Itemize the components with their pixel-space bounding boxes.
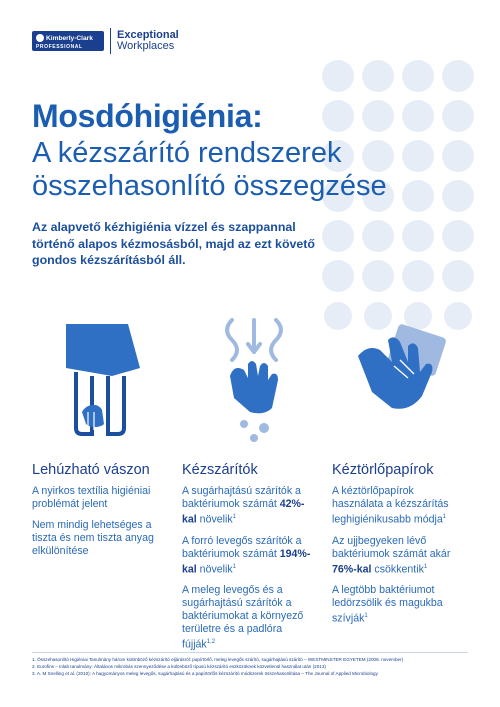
- column-item: [332, 485, 467, 527]
- kimberly-clark-logo: [32, 29, 104, 53]
- footnote-ref: 1,2: [206, 639, 216, 646]
- footnote: 3. A. M Snelling et al. (2010): A hagyományos meleg levegős, sugárhajtású és a papírtörlős kézszárító módszerek összehasonlítása – The Journal of Applied Microbiology: [32, 671, 378, 676]
- footnote: 2. Eurofins – Inlab tanulmány: Általános mikrobás szennyeződése a különböző típusú kézszárító eszközöknek közvetlenül használat után (2013): [32, 664, 326, 669]
- column-heading: Kéztörlőpapírok: [332, 462, 434, 478]
- tagline-line1: Exceptional: [117, 29, 179, 41]
- brand-name: Kimberly-Clark: [46, 35, 93, 42]
- tagline: [117, 30, 179, 52]
- item-highlight: 194%-kal: [182, 547, 311, 576]
- item-text: A meleg levegős és a sugárhajtású szárítók a baktériumokat a környező területre és a padlóra fújják: [182, 584, 304, 651]
- column-heading: Kézszárítók: [182, 462, 258, 478]
- towel-roll-dispenser-icon: [52, 316, 152, 444]
- column-item: [332, 535, 467, 577]
- hand-dryer-air-icon: [214, 316, 294, 444]
- item-text: Az ujjbegyeken lévő baktériumok számát akár: [332, 534, 451, 560]
- item-text: A legtöbb baktériumot ledörzsölik és magukba szívják: [332, 584, 443, 625]
- paper-towel-hand-icon: [352, 316, 452, 416]
- item-text: csökkentik: [371, 563, 424, 576]
- item-text: növelik: [196, 513, 233, 526]
- header: [32, 26, 179, 56]
- footnote-ref: 1: [364, 613, 368, 620]
- column-item: [182, 584, 317, 652]
- item-text: A kéztörlőpapírok használata a kézszárítás leghigiénikusabb módja: [332, 485, 449, 526]
- item-highlight: 42%-kal: [182, 498, 305, 526]
- footnote-divider: [32, 652, 468, 653]
- column-paper-towels: [332, 462, 467, 634]
- item-text: A forró levegős szárítók a baktériumok számát: [182, 534, 302, 560]
- footnote: 1. Összehasonlító Higiéniai Tanulmány három különböző kézszárító eljárásról: papírtörlő, meleg levegős szárító, sugárhajtású szárító – WESTMINSTER EGYETEM (2008. november): [32, 657, 404, 662]
- footnote-ref: 1: [232, 514, 236, 520]
- column-item: Nem mindig lehetséges a tiszta és nem tiszta anyag elkülönítése: [32, 519, 154, 557]
- footnotes: [32, 656, 482, 677]
- column-item: [332, 584, 467, 626]
- column-item: [182, 535, 317, 577]
- brand-subline: PROFESSIONAL: [36, 44, 83, 50]
- column-linen-towel: [32, 462, 167, 566]
- footnote-ref: 1: [442, 514, 447, 520]
- item-text: A sugárhajtású szárítók a baktériumok számát: [182, 485, 301, 510]
- column-hand-dryers: [182, 462, 317, 660]
- item-highlight: 76%-kal: [332, 563, 372, 576]
- header-divider: [110, 28, 111, 54]
- column-item: [182, 485, 317, 527]
- column-item: A nyirkos textília higiéniai problémát jelent: [32, 485, 151, 510]
- column-heading: Lehúzható vászon: [32, 462, 150, 478]
- tagline-line2: Workplaces: [117, 40, 175, 52]
- page-subtitle: A kézszárító rendszerek összehasonlító összegzése: [32, 137, 387, 202]
- intro-text: Az alapvető kézhigiénia vízzel és szappannal történő alapos kézmosásból, majd az ezt követő gondos kézszárításból áll.: [32, 220, 315, 267]
- page-title: Mosdóhigiénia:: [32, 98, 263, 134]
- item-text: növelik: [196, 563, 233, 576]
- footnote-ref: 1: [423, 563, 428, 570]
- footnote-ref: 1: [232, 563, 236, 570]
